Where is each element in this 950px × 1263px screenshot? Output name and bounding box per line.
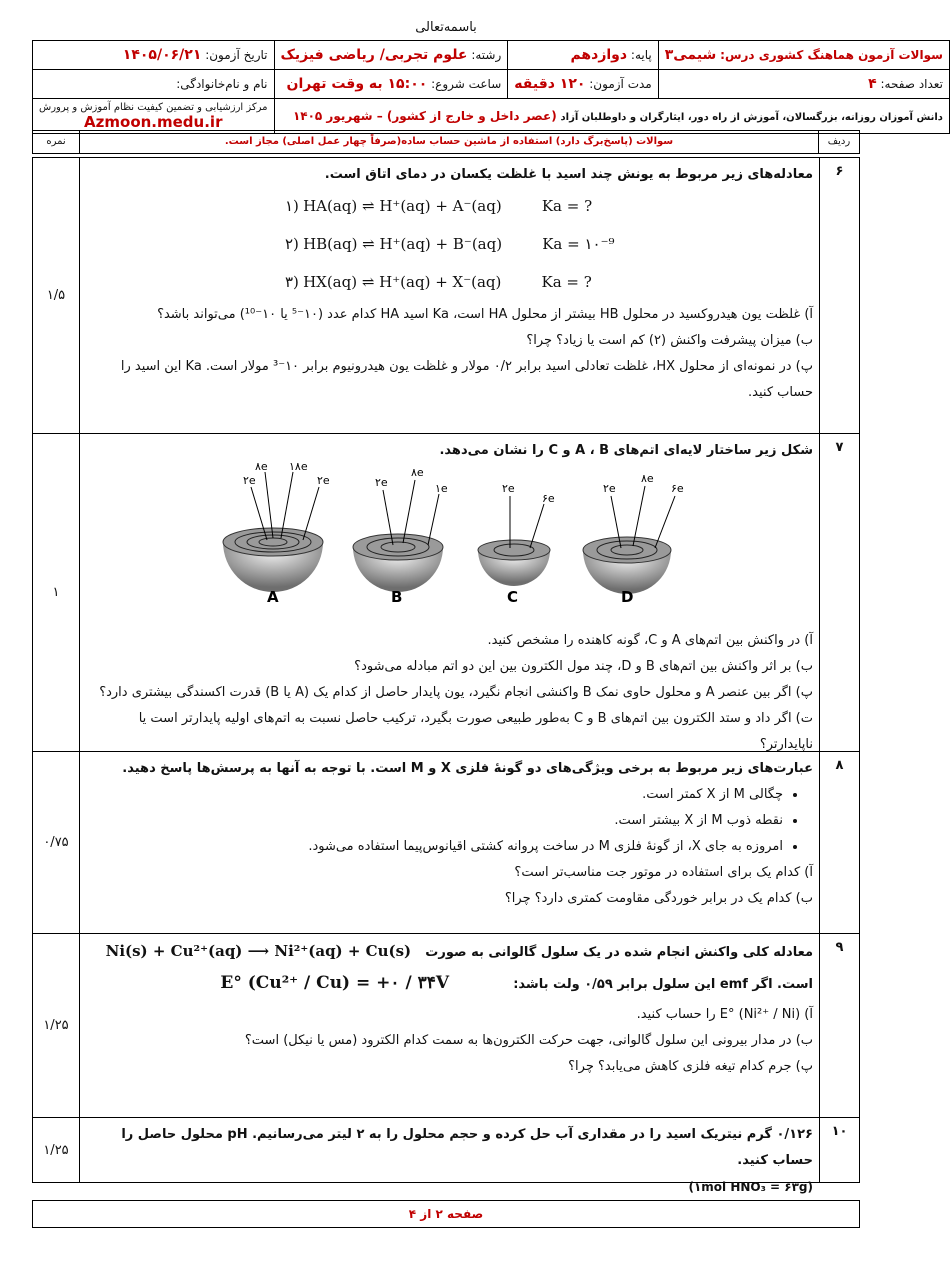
part-b: ب) میزان پیشرفت واکنش (۲) کم است یا زیاد؟ چرا؟ [526,333,813,348]
exam-header [32,40,950,134]
grade-cell [508,41,658,70]
list-item: • امروزه به جای X، از گونهٔ فلزی M در ساخت پروانه کشتی اقیانوس‌پیما استفاده می‌شود. [85,834,783,860]
part-b: ب) بر اثر واکنش بین اتم‌های B و D، چند مول الکترون بین این دو اتم مبادله می‌شود؟ [354,659,813,674]
ka-1: Ka = ? [541,197,593,215]
atom-label: C [507,588,519,606]
audience-region: (عصر داخل و خارج از کشور) – شهریور ۱۴۰۵ [292,109,557,123]
atom-C [478,482,555,606]
atom-label: A [267,588,279,606]
atom-label: D [621,588,634,606]
question-8 [33,752,859,934]
start-cell [274,70,508,99]
question-9 [33,934,859,1118]
pages-cell [658,70,949,99]
shell-label: ۲e [243,474,256,487]
part-d: ت) اگر داد و ستد الکترون بین اتم‌های B و C به‌طور طبیعی صورت بگیرد، ترکیب حاصل نسبت به اتم‌های اولیه پایدارتر است یا ناپایدارتر؟ [138,711,813,752]
grade: دوازدهم [570,47,628,63]
atom-B [353,466,448,606]
shell-label: ۲e [502,482,515,495]
date-label: تاریخ آزمون: [205,48,268,62]
shell-label: ۱e [435,482,448,495]
part-a: آ) E° (Ni²⁺ / Ni) را حساب کنید. [636,1007,813,1022]
shell-label: ۶e [542,492,555,505]
question-7 [33,434,859,752]
list-item: • نقطه ذوب M از X بیشتر است. [85,808,783,834]
question-score: ۱/۵ [33,158,80,433]
atom-A [223,460,330,606]
question-intro: ۰/۱۲۶ گرم نیتریک اسید را در مقداری آب حل کرده و حجم محلول را به ۲ لیتر می‌رسانیم. pH محلول حاصل را حساب کنید. [121,1127,813,1168]
field: علوم تجربی/ ریاضی فیزیک [280,47,468,63]
molar-mass-hint: (۱mol HNO₃ = ۶۳g) [688,1180,813,1194]
list-item: • چگالی M از X کمتر است. [85,782,783,808]
eq-index: ۲) [285,235,299,253]
question-intro: شکل زیر ساختار لایه‌ای اتم‌های A ، B و C را نشان می‌دهد. [439,443,813,458]
start-label: ساعت شروع: [431,77,502,91]
subject: شیمی۳ [664,47,717,63]
shell-label: ۱۸e [289,460,308,473]
field-label: رشته: [471,48,502,62]
question-score: ۱/۲۵ [33,1118,80,1182]
bullet-list [85,782,813,860]
part-c: پ) در نمونه‌ای از محلول HX، غلظت تعادلی اسید برابر ۰/۲ مولار و غلظت یون هیدرونیوم برابر ۱۰⁻³ مولار است. Ka این اسید را حساب کنید. [120,359,813,400]
question-number: ۶ [819,158,859,433]
duration-cell [508,70,658,99]
ka-3: Ka = ? [541,273,592,291]
questions-table [32,157,860,1194]
website: Azmoon.medu.ir [84,112,223,131]
part-a: آ) کدام یک برای استفاده در موتور جت مناسب‌تر است؟ [514,865,813,880]
equation-3: HX(aq) ⇌ H⁺(aq) + X⁻(aq) [303,273,502,291]
name-cell [33,70,275,99]
date: ۱۴۰۵/۰۶/۲۱ [122,47,202,63]
audience-cell [274,99,949,134]
question-intro: معادله کلی واکنش انجام شده در یک سلول گالوانی به صورت [425,945,813,960]
eq-index: ۳) [285,273,299,291]
standard-potential: E° (Cu²⁺ / Cu) = +۰ / ۳۴V [220,973,450,993]
center-name: مرکز ارزشیابی و تضمین کیفیت نظام آموزش و پرورش [39,101,268,113]
question-number: ۹ [819,934,859,1117]
part-c: پ) اگر بین عنصر A و محلول حاوی نمک B واکنشی انجام نگیرد، یون پایدار حاصل از کدام یک (A یا B) قدرت اکسندگی بیشتری دارد؟ [99,685,813,700]
exam-title-cell [658,41,949,70]
duration: ۱۲۰ دقیقه [514,76,586,92]
part-b: ب) کدام یک در برابر خوردگی مقاومت کمتری دارد؟ چرا؟ [504,891,813,906]
part-a: آ) در واکنش بین اتم‌های A و C، گونه کاهنده را مشخص کنید. [487,633,813,648]
question-score: ۱ [33,434,80,751]
date-cell [33,41,275,70]
eq-index: ۱) [285,197,299,215]
center-cell [33,99,275,134]
shell-label: ۸e [641,472,654,485]
page-top-title: باسمه‌تعالی [415,20,477,35]
column-questions: سوالات (پاسخ‌برگ دارد) استفاده از ماشین حساب ساده(صرفاً چهار عمل اصلی) مجاز است. [224,136,674,147]
column-index: ردیف [818,131,859,153]
question-score: ۰/۷۵ [33,752,80,933]
question-score: ۱/۲۵ [33,934,80,1117]
atomic-shell-diagram [203,462,703,612]
part-a: آ) غلظت یون هیدروکسید در محلول HB بیشتر از محلول HA است، Ka اسید HA کدام عدد (۱۰⁻⁵ یا ۱۰⁻¹⁰) می‌تواند باشد؟ [157,307,813,322]
shell-label: ۲e [317,474,330,487]
shell-label: ۸e [411,466,424,479]
column-score: نمره [33,131,80,153]
name-label: نام و نام‌خانوادگی: [176,77,268,91]
shell-label: ۲e [375,476,388,489]
cell-equation: Ni(s) + Cu²⁺(aq) ⟶ Ni²⁺(aq) + Cu(s) [105,942,412,960]
shell-label: ۲e [603,482,616,495]
shell-label: ۶e [671,482,684,495]
question-6 [33,158,859,434]
duration-label: مدت آزمون: [589,77,652,91]
emf-text: است. اگر emf این سلول برابر ۰/۵۹ ولت باشد: [513,977,813,992]
pages: ۴ [868,76,877,92]
grade-label: پایه: [630,48,652,62]
question-number: ۸ [819,752,859,933]
equation-1: HA(aq) ⇌ H⁺(aq) + A⁻(aq) [303,197,502,215]
field-cell [274,41,508,70]
question-10 [33,1118,859,1194]
atom-D [583,472,684,606]
part-b: ب) در مدار بیرونی این سلول گالوانی، جهت حرکت الکترون‌ها به سمت کدام الکترود (مس یا نیکل) است؟ [244,1033,813,1048]
shell-label: ۸e [255,460,268,473]
audience: دانش آموزان روزانه، بزرگسالان، آموزش از راه دور، ایثارگران و داوطلبان آزاد [560,112,943,123]
question-number: ۷ [819,434,859,751]
equation-2: HB(aq) ⇌ H⁺(aq) + B⁻(aq) [303,235,503,253]
part-c: پ) جرم کدام تیغه فلزی کاهش می‌یابد؟ چرا؟ [568,1059,813,1074]
ka-2: Ka = ۱۰⁻⁹ [542,235,615,253]
question-intro: عبارت‌های زیر مربوط به برخی ویژگی‌های دو گونهٔ فلزی X و M است. با توجه به آنها به پرسش‌ها پاسخ دهید. [122,761,813,776]
exam-title: سوالات آزمون هماهنگ کشوری درس: [720,48,943,62]
question-number: ۱۰ [819,1118,859,1182]
pages-label: تعداد صفحه: [880,77,943,91]
page-footer: صفحه ۲ از ۴ [32,1200,860,1228]
start-time: ۱۵:۰۰ به وقت تهران [286,76,428,92]
column-header [32,130,860,154]
question-intro: معادله‌های زیر مربوط به یونش چند اسید با غلظت یکسان در دمای اتاق است. [324,167,813,182]
atom-label: B [391,588,403,606]
